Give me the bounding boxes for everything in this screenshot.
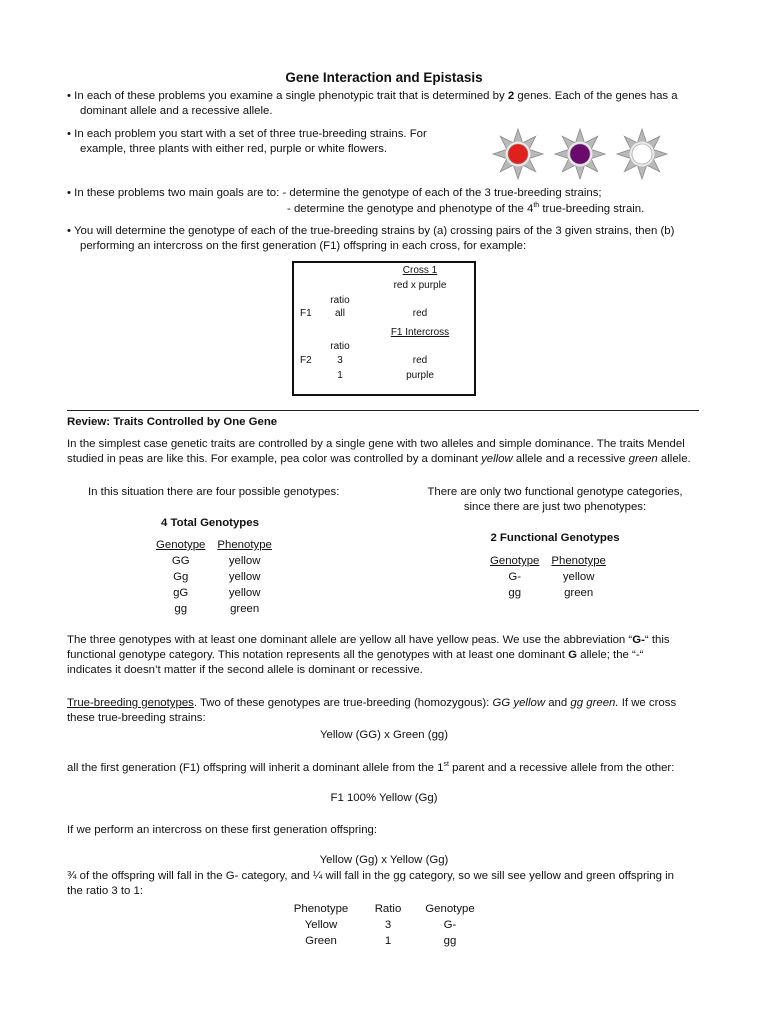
bullet-3-line-1: • In these problems two main goals are to: - determine the genotype of each of the 3 true-breeding strains; [67,187,602,199]
text: allele and a recessive [512,453,629,465]
bullet-4-line-2: performing an intercross on the first generation (F1) offspring in each cross, for example: [80,240,527,252]
flower-white-icon [617,129,667,179]
phenotype-cell: yellow [228,587,261,599]
f2-phenotype-2: purple [406,370,434,381]
genotype-cell: Gg [173,571,189,583]
text-bold: G [568,649,577,661]
text-italic: GG yellow [492,697,546,709]
text: . Two of these genotypes are true-breeding (homozygous): [193,697,493,709]
superscript: st [443,761,449,768]
f2-label: F2 [300,355,312,366]
intercross-title: F1 Intercross [390,327,450,338]
bullet-1-line-2: dominant allele and a recessive allele. [80,105,273,117]
text-bold: 2 [507,90,515,102]
phenotype-cell: green [564,587,594,599]
table-row [150,585,278,601]
col-genotype: Genotype [156,539,206,551]
left-intro: In this situation there are four possible genotypes: [88,486,340,498]
text-underline: True-breeding genotypes [67,697,194,709]
para2-line-2 [67,649,643,661]
text: If we cross [618,697,677,709]
table-row [280,917,486,933]
text: allele; the “-“ [576,649,644,661]
text: - determine the genotype and phenotype of the 4 [287,202,534,215]
table-row [484,569,612,585]
f2-ratio-1: 3 [337,355,343,366]
table-row [150,569,278,585]
table-row [150,601,278,617]
text-italic: yellow [481,453,513,465]
right-intro-line-2: since there are just two phenotypes: [463,501,647,513]
functional-genotypes-table [484,553,612,601]
table-row [150,553,278,569]
intercross-equation: Yellow (Gg) x Yellow (Gg) [319,854,449,866]
divider [67,410,699,411]
page-title: Gene Interaction and Epistasis [285,70,483,85]
genotype-cell: GG [171,555,190,567]
col-phenotype: Phenotype [217,539,272,551]
right-intro-line-1: There are only two functional genotype categories, [427,486,683,498]
bullet-2-line-2: example, three plants with either red, purple or white flowers. [80,143,388,155]
review-p1-line-2 [67,453,691,465]
text: studied in peas are like this. For example, pea color was controlled by a dominant [67,453,482,465]
review-heading: Review: Traits Controlled by One Gene [67,416,278,428]
genotype-cell: gg [508,587,522,599]
table-header-row [150,537,278,553]
table-row [280,933,486,949]
text: • In each of these problems you examine a single phenotypic trait that is determined by [67,90,508,102]
text: genes. Each of the genes has a [514,90,678,102]
col-ratio: Ratio [374,903,402,915]
phenotype-cell: yellow [562,571,595,583]
f1-ratio: all [334,308,345,319]
bullet-2-line-1: • In each problem you start with a set of three true-breeding strains. For [67,128,427,140]
genotype-cell: G- [443,919,457,931]
flower-red-icon [493,129,543,179]
text-italic: green [628,453,658,465]
result-line-2: the ratio 3 to 1: [67,885,143,897]
f1-label: F1 [300,308,312,319]
intercross-intro: If we perform an intercross on these first generation offspring: [67,824,378,836]
phenotype-cell: green [230,603,260,615]
inherit-line [67,761,674,774]
ratio-cell: 1 [384,935,392,947]
flower-icons [490,128,690,180]
para3-line-1 [67,697,676,709]
phenotype-cell: Yellow [304,919,338,931]
para2-line-3: indicates it doesn’t matter if the second allele is dominant or recessive. [67,664,423,676]
table-header-row [484,553,612,569]
superscript: th [533,202,540,209]
phenotype-cell: yellow [228,555,261,567]
col-genotype: Genotype [425,903,475,915]
result-line-1: ¾ of the offspring will fall in the G- category, and ¼ will fall in the gg category, so we sill see yellow and green offspring in [67,870,674,882]
text: allele. [657,453,691,465]
ratio-label-2: ratio [330,341,350,352]
genotype-cell: gg [174,603,188,615]
ratio-table [280,901,486,949]
text: “ this [644,634,670,646]
text-italic: gg green. [570,697,619,709]
bullet-3-line-2 [287,202,644,215]
col-phenotype: Phenotype [293,903,349,915]
text: all the first generation (F1) offspring will inherit a dominant allele from the 1 [67,761,444,774]
table-header-row [280,901,486,917]
text-bold: G- [632,634,645,646]
f1-phenotype: red [412,308,428,319]
bullet-1-line-1 [67,90,678,102]
genotype-cell: gg [443,935,457,947]
col-genotype: Genotype [490,555,540,567]
text: parent and a recessive allele from the other: [448,761,675,774]
functional-genotypes-heading: 2 Functional Genotypes [490,532,620,544]
f1-result: F1 100% Yellow (Gg) [330,792,438,804]
para3-line-2: these true-breeding strains: [67,712,206,724]
cross-title: Cross 1 [402,265,438,276]
ratio-cell: 3 [384,919,392,931]
genotype-cell: G- [508,571,522,583]
total-genotypes-table [150,537,278,617]
cross-equation: Yellow (GG) x Green (gg) [319,729,449,741]
genotype-cell: gG [173,587,189,599]
f2-phenotype-1: red [412,355,428,366]
bullet-4-line-1: • You will determine the genotype of each of the true-breeding strains by (a) crossing pairs of the 3 given strains, then (b) [67,225,675,237]
table-row [484,585,612,601]
text: true-breeding strain. [539,202,645,215]
para2-line-1 [67,634,670,646]
ratio-label-1: ratio [330,295,350,306]
review-p1-line-1: In the simplest case genetic traits are controlled by a single gene with two alleles and simple dominance. The traits Mendel [67,438,685,450]
col-phenotype: Phenotype [551,555,606,567]
f2-ratio-2: 1 [337,370,343,381]
text: and [545,697,571,709]
total-genotypes-heading: 4 Total Genotypes [161,517,259,529]
text: functional genotype category. This notation represents all the genotypes with at least one dominant [67,649,569,661]
text: The three genotypes with at least one dominant allele are yellow all have yellow peas. We use the abbreviation “ [67,634,633,646]
flower-purple-icon [555,129,605,179]
cross-desc: red x purple [393,280,447,291]
phenotype-cell: Green [305,935,337,947]
phenotype-cell: yellow [228,571,261,583]
